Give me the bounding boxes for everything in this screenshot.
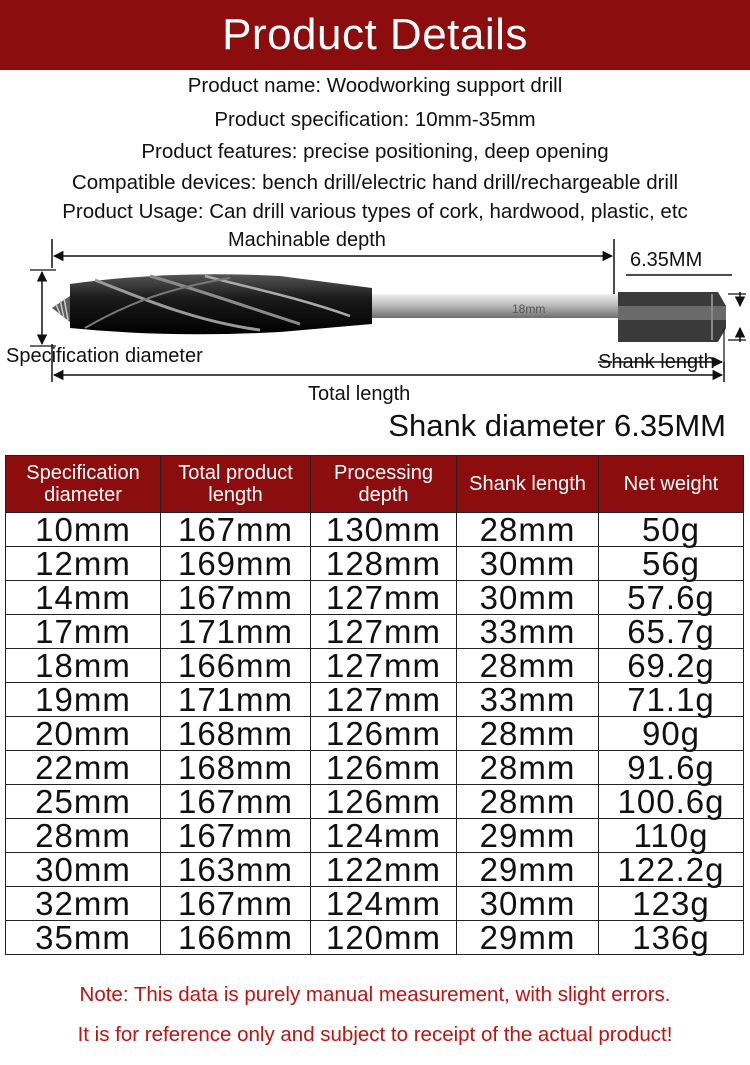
cell-net-weight: 71.1g — [599, 683, 744, 717]
cell-spec-diameter: 22mm — [6, 751, 161, 785]
cell-spec-diameter: 12mm — [6, 547, 161, 581]
cell-spec-diameter: 25mm — [6, 785, 161, 819]
cell-processing-depth: 124mm — [311, 887, 457, 921]
cell-shank-length: 28mm — [457, 785, 599, 819]
cell-processing-depth: 126mm — [311, 785, 457, 819]
cell-total-length: 167mm — [161, 819, 311, 853]
cell-shank-length: 28mm — [457, 513, 599, 547]
cell-processing-depth: 126mm — [311, 717, 457, 751]
cell-total-length: 166mm — [161, 649, 311, 683]
cell-total-length: 167mm — [161, 581, 311, 615]
reference-note: It is for reference only and subject to receipt of the actual product! — [77, 1023, 673, 1046]
spec-table — [5, 455, 744, 955]
cell-net-weight: 90g — [599, 717, 744, 751]
cell-total-length: 168mm — [161, 717, 311, 751]
total-length-label: Total length — [308, 383, 411, 405]
header-spec-diameter: Specification diameter — [6, 456, 161, 513]
cell-net-weight: 57.6g — [599, 581, 744, 615]
table-row — [6, 649, 744, 683]
cell-net-weight: 56g — [599, 547, 744, 581]
cell-spec-diameter: 17mm — [6, 615, 161, 649]
table-row — [6, 751, 744, 785]
header-processing-depth: Processing depth — [311, 456, 457, 513]
header-net-weight: Net weight — [599, 456, 744, 513]
table-row — [6, 615, 744, 649]
cell-processing-depth: 128mm — [311, 547, 457, 581]
product-specification-line: Product specification: 10mm-35mm — [214, 108, 536, 131]
title-banner — [0, 0, 750, 70]
cell-processing-depth: 127mm — [311, 615, 457, 649]
cell-total-length: 167mm — [161, 513, 311, 547]
machinable-depth-label: Machinable depth — [228, 229, 386, 251]
measurement-note: Note: This data is purely manual measurement, with slight errors. — [79, 983, 671, 1006]
cell-spec-diameter: 28mm — [6, 819, 161, 853]
cell-net-weight: 123g — [599, 887, 744, 921]
cell-shank-length: 29mm — [457, 921, 599, 955]
page-title: Product Details — [222, 10, 528, 59]
cell-processing-depth: 120mm — [311, 921, 457, 955]
cell-net-weight: 65.7g — [599, 615, 744, 649]
cell-total-length: 171mm — [161, 615, 311, 649]
shank-length-label: Shank length — [598, 351, 715, 373]
cell-net-weight: 69.2g — [599, 649, 744, 683]
engraving-text: 18mm — [512, 302, 546, 316]
compatible-devices-line: Compatible devices: bench drill/electric hand drill/rechargeable drill — [71, 171, 679, 194]
cell-shank-length: 30mm — [457, 887, 599, 921]
cell-shank-length: 33mm — [457, 615, 599, 649]
cell-processing-depth: 130mm — [311, 513, 457, 547]
cell-net-weight: 110g — [599, 819, 744, 853]
cell-total-length: 171mm — [161, 683, 311, 717]
shank-diameter-heading: Shank diameter 6.35MM — [388, 408, 726, 443]
table-row — [6, 683, 744, 717]
cell-spec-diameter: 35mm — [6, 921, 161, 955]
cell-total-length: 168mm — [161, 751, 311, 785]
cell-shank-length: 29mm — [457, 819, 599, 853]
table-row — [6, 581, 744, 615]
cell-shank-length: 30mm — [457, 581, 599, 615]
product-usage-line: Product Usage: Can drill various types of cork, hardwood, plastic, etc — [62, 200, 688, 223]
table-row — [6, 887, 744, 921]
table-row — [6, 819, 744, 853]
table-row — [6, 785, 744, 819]
cell-spec-diameter: 20mm — [6, 717, 161, 751]
cell-total-length: 167mm — [161, 785, 311, 819]
cell-total-length: 166mm — [161, 921, 311, 955]
cell-processing-depth: 126mm — [311, 751, 457, 785]
cell-net-weight: 91.6g — [599, 751, 744, 785]
table-row — [6, 853, 744, 887]
cell-processing-depth: 127mm — [311, 683, 457, 717]
cell-shank-length: 33mm — [457, 683, 599, 717]
cell-shank-length: 29mm — [457, 853, 599, 887]
cell-processing-depth: 122mm — [311, 853, 457, 887]
cell-shank-length: 28mm — [457, 649, 599, 683]
product-name-line: Product name: Woodworking support drill — [187, 74, 563, 97]
hex-size-label: 6.35MM — [630, 249, 703, 271]
cell-total-length: 167mm — [161, 887, 311, 921]
cell-spec-diameter: 32mm — [6, 887, 161, 921]
cell-net-weight: 100.6g — [599, 785, 744, 819]
cell-net-weight: 50g — [599, 513, 744, 547]
cell-shank-length: 30mm — [457, 547, 599, 581]
cell-spec-diameter: 14mm — [6, 581, 161, 615]
cell-processing-depth: 124mm — [311, 819, 457, 853]
cell-shank-length: 28mm — [457, 717, 599, 751]
cell-spec-diameter: 30mm — [6, 853, 161, 887]
cell-total-length: 169mm — [161, 547, 311, 581]
table-row — [6, 513, 744, 547]
cell-net-weight: 122.2g — [599, 853, 744, 887]
header-shank-length: Shank length — [457, 456, 599, 513]
spec-diameter-label: Specification diameter — [6, 345, 203, 367]
cell-net-weight: 136g — [599, 921, 744, 955]
cell-spec-diameter: 10mm — [6, 513, 161, 547]
cell-processing-depth: 127mm — [311, 581, 457, 615]
cell-processing-depth: 127mm — [311, 649, 457, 683]
cell-spec-diameter: 19mm — [6, 683, 161, 717]
table-row — [6, 921, 744, 955]
table-row — [6, 717, 744, 751]
cell-spec-diameter: 18mm — [6, 649, 161, 683]
table-row — [6, 547, 744, 581]
product-features-line: Product features: precise positioning, deep opening — [141, 140, 609, 163]
cell-shank-length: 28mm — [457, 751, 599, 785]
table-header-row — [6, 456, 744, 513]
header-total-length: Total product length — [161, 456, 311, 513]
cell-total-length: 163mm — [161, 853, 311, 887]
